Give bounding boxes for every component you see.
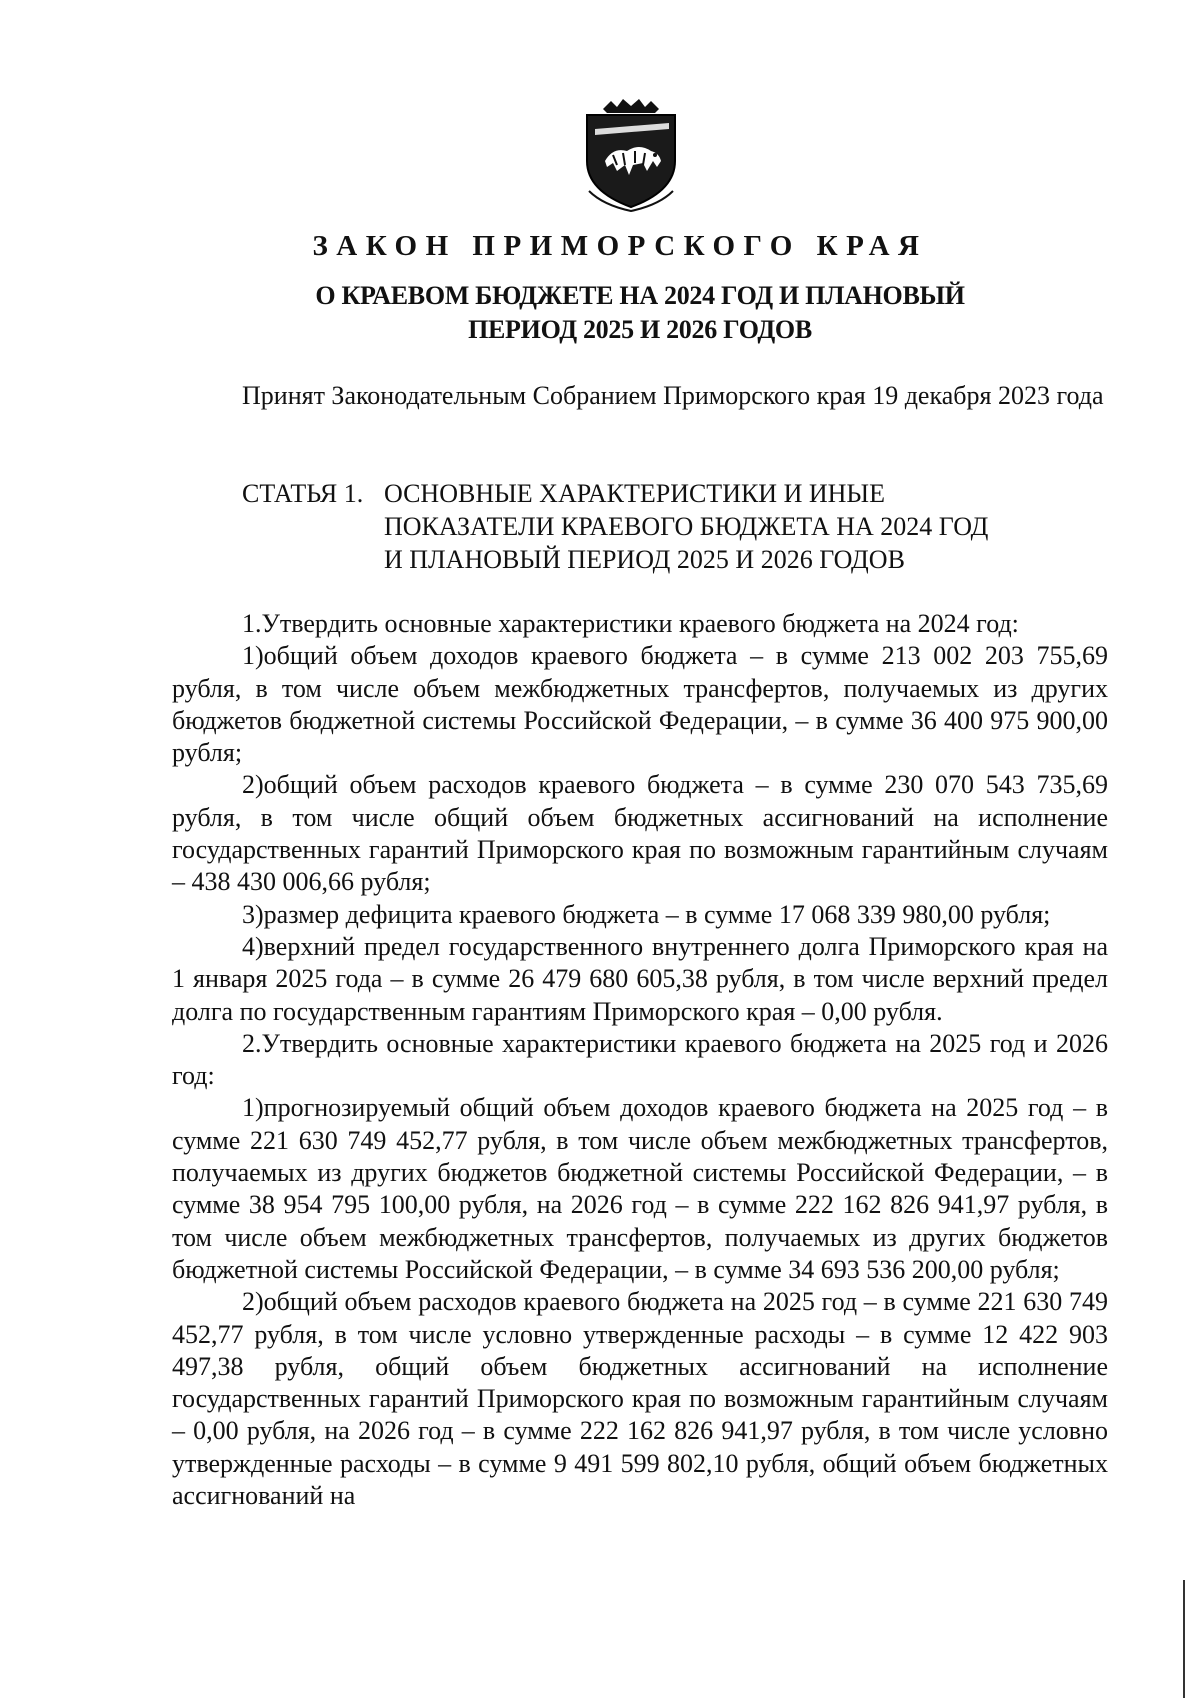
subtitle-line: ПЕРИОД 2025 И 2026 ГОДОВ [468,315,812,344]
article-heading [242,477,1082,576]
article-body [172,608,1108,1512]
paragraph: 1.Утвердить основные характеристики краевого бюджета на 2024 год: [242,609,1019,638]
paragraph: 2)общий объем расходов краевого бюджета – в сумме 230 070 543 735,69 рубля, в том числе общий объем бюджетных ассигнований на исполнение государственных гарантий Приморского края по возможным гарантийным случаям – 438 430 006,66 рубля; [172,770,1108,897]
paragraph: 2)общий объем расходов краевого бюджета на 2025 год – в сумме 221 630 749 452,77 рубля, в том числе условно утвержденные расходы – в сумме 12 422 903 497,38 рубля, общий объем бюджетных ассигнований на исполнение государственных гарантий Приморского края по возможным гарантийным случаям – 0,00 рубля, на 2026 год – в сумме 222 162 826 941,97 рубля, в том числе условно утвержденные расходы – в сумме 9 491 599 802,10 рубля, общий объем бюджетных ассигнований на [172,1287,1108,1511]
paragraph: 4)верхний предел государственного внутреннего долга Приморского края на 1 января 2025 года – в сумме 26 479 680 605,38 рубля, в том числе верхний предел долга по государственным гарантиям Приморского края – 0,00 рубля. [172,931,1108,1026]
paragraph: 2.Утвердить основные характеристики краевого бюджета на 2025 год и 2026 год: [172,1028,1108,1091]
subtitle-line: О КРАЕВОМ БЮДЖЕТЕ НА 2024 ГОД И ПЛАНОВЫЙ [315,281,965,310]
scan-edge-mark [1183,1580,1185,1698]
article-title [384,477,1044,576]
article-title-line: ПОКАЗАТЕЛИ КРАЕВОГО БЮДЖЕТА НА 2024 ГОД [384,512,989,541]
article-title-line: ОСНОВНЫЕ ХАРАКТЕРИСТИКИ И ИНЫЕ [384,479,885,508]
law-title: ЗАКОН ПРИМОРСКОГО КРАЯ [312,230,928,262]
article-number: СТАТЬЯ 1. [242,479,364,508]
coat-of-arms-icon [583,95,679,213]
paragraph: 1)прогнозируемый общий объем доходов краевого бюджета на 2025 год – в сумме 221 630 749 452,77 рубля, в том числе объем межбюджетных трансфертов, получаемых из других бюджетов бюджетной системы Российской Федерации, – в сумме 38 954 795 100,00 рубля, на 2026 год – в сумме 222 162 826 941,97 рубля, в том числе объем межбюджетных трансфертов, получаемых из других бюджетов бюджетной системы Российской Федерации, – в сумме 34 693 536 200,00 рубля; [172,1093,1108,1284]
article-title-line: И ПЛАНОВЫЙ ПЕРИОД 2025 И 2026 ГОДОВ [384,545,905,574]
paragraph: 1)общий объем доходов краевого бюджета – в сумме 213 002 203 755,69 рубля, в том числе объем межбюджетных трансфертов, получаемых из других бюджетов бюджетной системы Российской Федерации, – в сумме 36 400 975 900,00 рубля; [172,641,1108,768]
law-subtitle [200,279,1080,347]
adoption-note: Принят Законодательным Собранием Приморского края 19 декабря 2023 года [242,381,1104,410]
paragraph: 3)размер дефицита краевого бюджета – в сумме 17 068 339 980,00 рубля; [242,899,1051,929]
